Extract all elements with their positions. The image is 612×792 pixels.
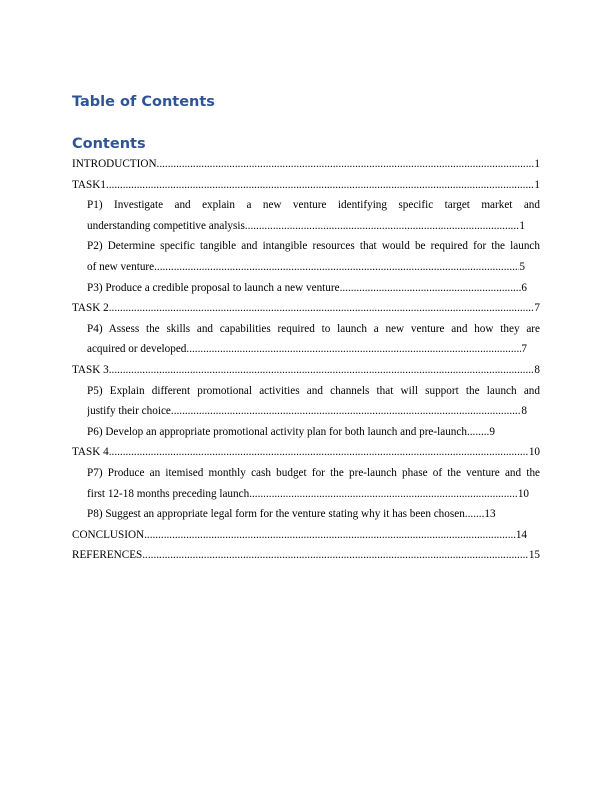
toc-entry-label-line1: P4) Assess the skills and capabilities required to launch a new venture and how they are [87,322,540,335]
table-of-contents [72,154,540,566]
dot-leader [144,525,516,546]
dot-leader [109,360,535,381]
dot-leader [249,484,518,505]
toc-entry-p6[interactable] [72,422,540,443]
dot-leader: ........ [466,425,490,438]
toc-entry-task4[interactable] [72,442,540,463]
toc-entry-p5[interactable] [72,381,540,422]
toc-entry-task1[interactable] [72,175,540,196]
dot-leader [171,401,522,422]
dot-leader [245,216,520,237]
toc-entry-conclusion[interactable] [72,525,527,546]
dot-leader [154,257,519,278]
dot-leader [109,298,535,319]
toc-page-number: 10 [517,487,529,500]
toc-entry-label-line2: understanding competitive analysis [87,219,245,232]
toc-entry-p8[interactable] [72,504,540,525]
toc-entry-p3[interactable] [72,278,540,299]
toc-page-number: 14 [515,528,527,541]
toc-page-number: 1 [534,178,540,191]
toc-entry-p7[interactable] [72,463,540,504]
toc-page-number: 1 [534,158,540,170]
toc-entry-label-line1: P1) Investigate and explain a new venture identifying specific target market and [87,199,540,212]
toc-entry-label-line1: P2) Determine specific tangible and intangible resources that would be required for the launch [87,240,540,253]
toc-page-number: 7 [534,302,540,315]
dot-leader [109,442,529,463]
toc-page-number: 9 [489,425,495,438]
toc-entry-label-line2: of new venture [87,260,155,273]
toc-entry-references[interactable] [72,545,540,566]
toc-entry-label: P8) Suggest an appropriate legal form for the venture stating why it has been chosen [87,508,465,521]
page-title: Table of Contents [72,94,215,110]
toc-page-number: 7 [521,343,527,356]
toc-entry-label-line2: first 12-18 months preceding launch [87,487,250,500]
dot-leader [106,175,534,196]
dot-leader [157,154,535,175]
toc-entry-p1[interactable] [72,195,540,236]
toc-page-number: 1 [519,219,525,232]
toc-entry-label-line1: P5) Explain different promotional activities and channels that will support the launch and [87,384,540,397]
toc-entry-task2[interactable] [72,298,540,319]
toc-entry-label: CONCLUSION [72,528,145,541]
toc-entry-label: TASK 4 [72,446,109,459]
toc-entry-label: P3) Produce a credible proposal to launch a new venture [87,281,340,294]
dot-leader [186,339,521,360]
toc-page-number: 10 [528,446,540,459]
toc-entry-introduction[interactable] [72,154,540,175]
toc-page-number: 13 [484,508,496,521]
toc-entry-label: TASK 3 [72,363,109,376]
toc-page-number: 8 [521,405,527,418]
contents-heading: Contents [72,136,146,152]
toc-entry-label: INTRODUCTION [72,158,157,170]
toc-page-number: 8 [534,363,540,376]
toc-entry-label: P6) Develop an appropriate promotional activity plan for both launch and pre-launch [87,425,467,438]
toc-entry-label-line1: P7) Produce an itemised monthly cash budget for the pre-launch phase of the venture and the [87,466,540,479]
dot-leader [340,278,522,299]
dot-leader: ....... [464,508,485,521]
toc-entry-label-line2: acquired or developed [87,343,187,356]
toc-entry-label: TASK1 [72,178,106,191]
toc-entry-label: REFERENCES [72,549,143,562]
toc-entry-label: TASK 2 [72,302,109,315]
toc-page-number: 6 [521,281,527,294]
toc-entry-task3[interactable] [72,360,540,381]
toc-page-number: 15 [528,549,540,562]
toc-entry-p4[interactable] [72,319,540,360]
toc-entry-p2[interactable] [72,236,540,277]
toc-page-number: 5 [519,260,525,273]
dot-leader [142,545,529,566]
toc-entry-label-line2: justify their choice [87,405,171,418]
